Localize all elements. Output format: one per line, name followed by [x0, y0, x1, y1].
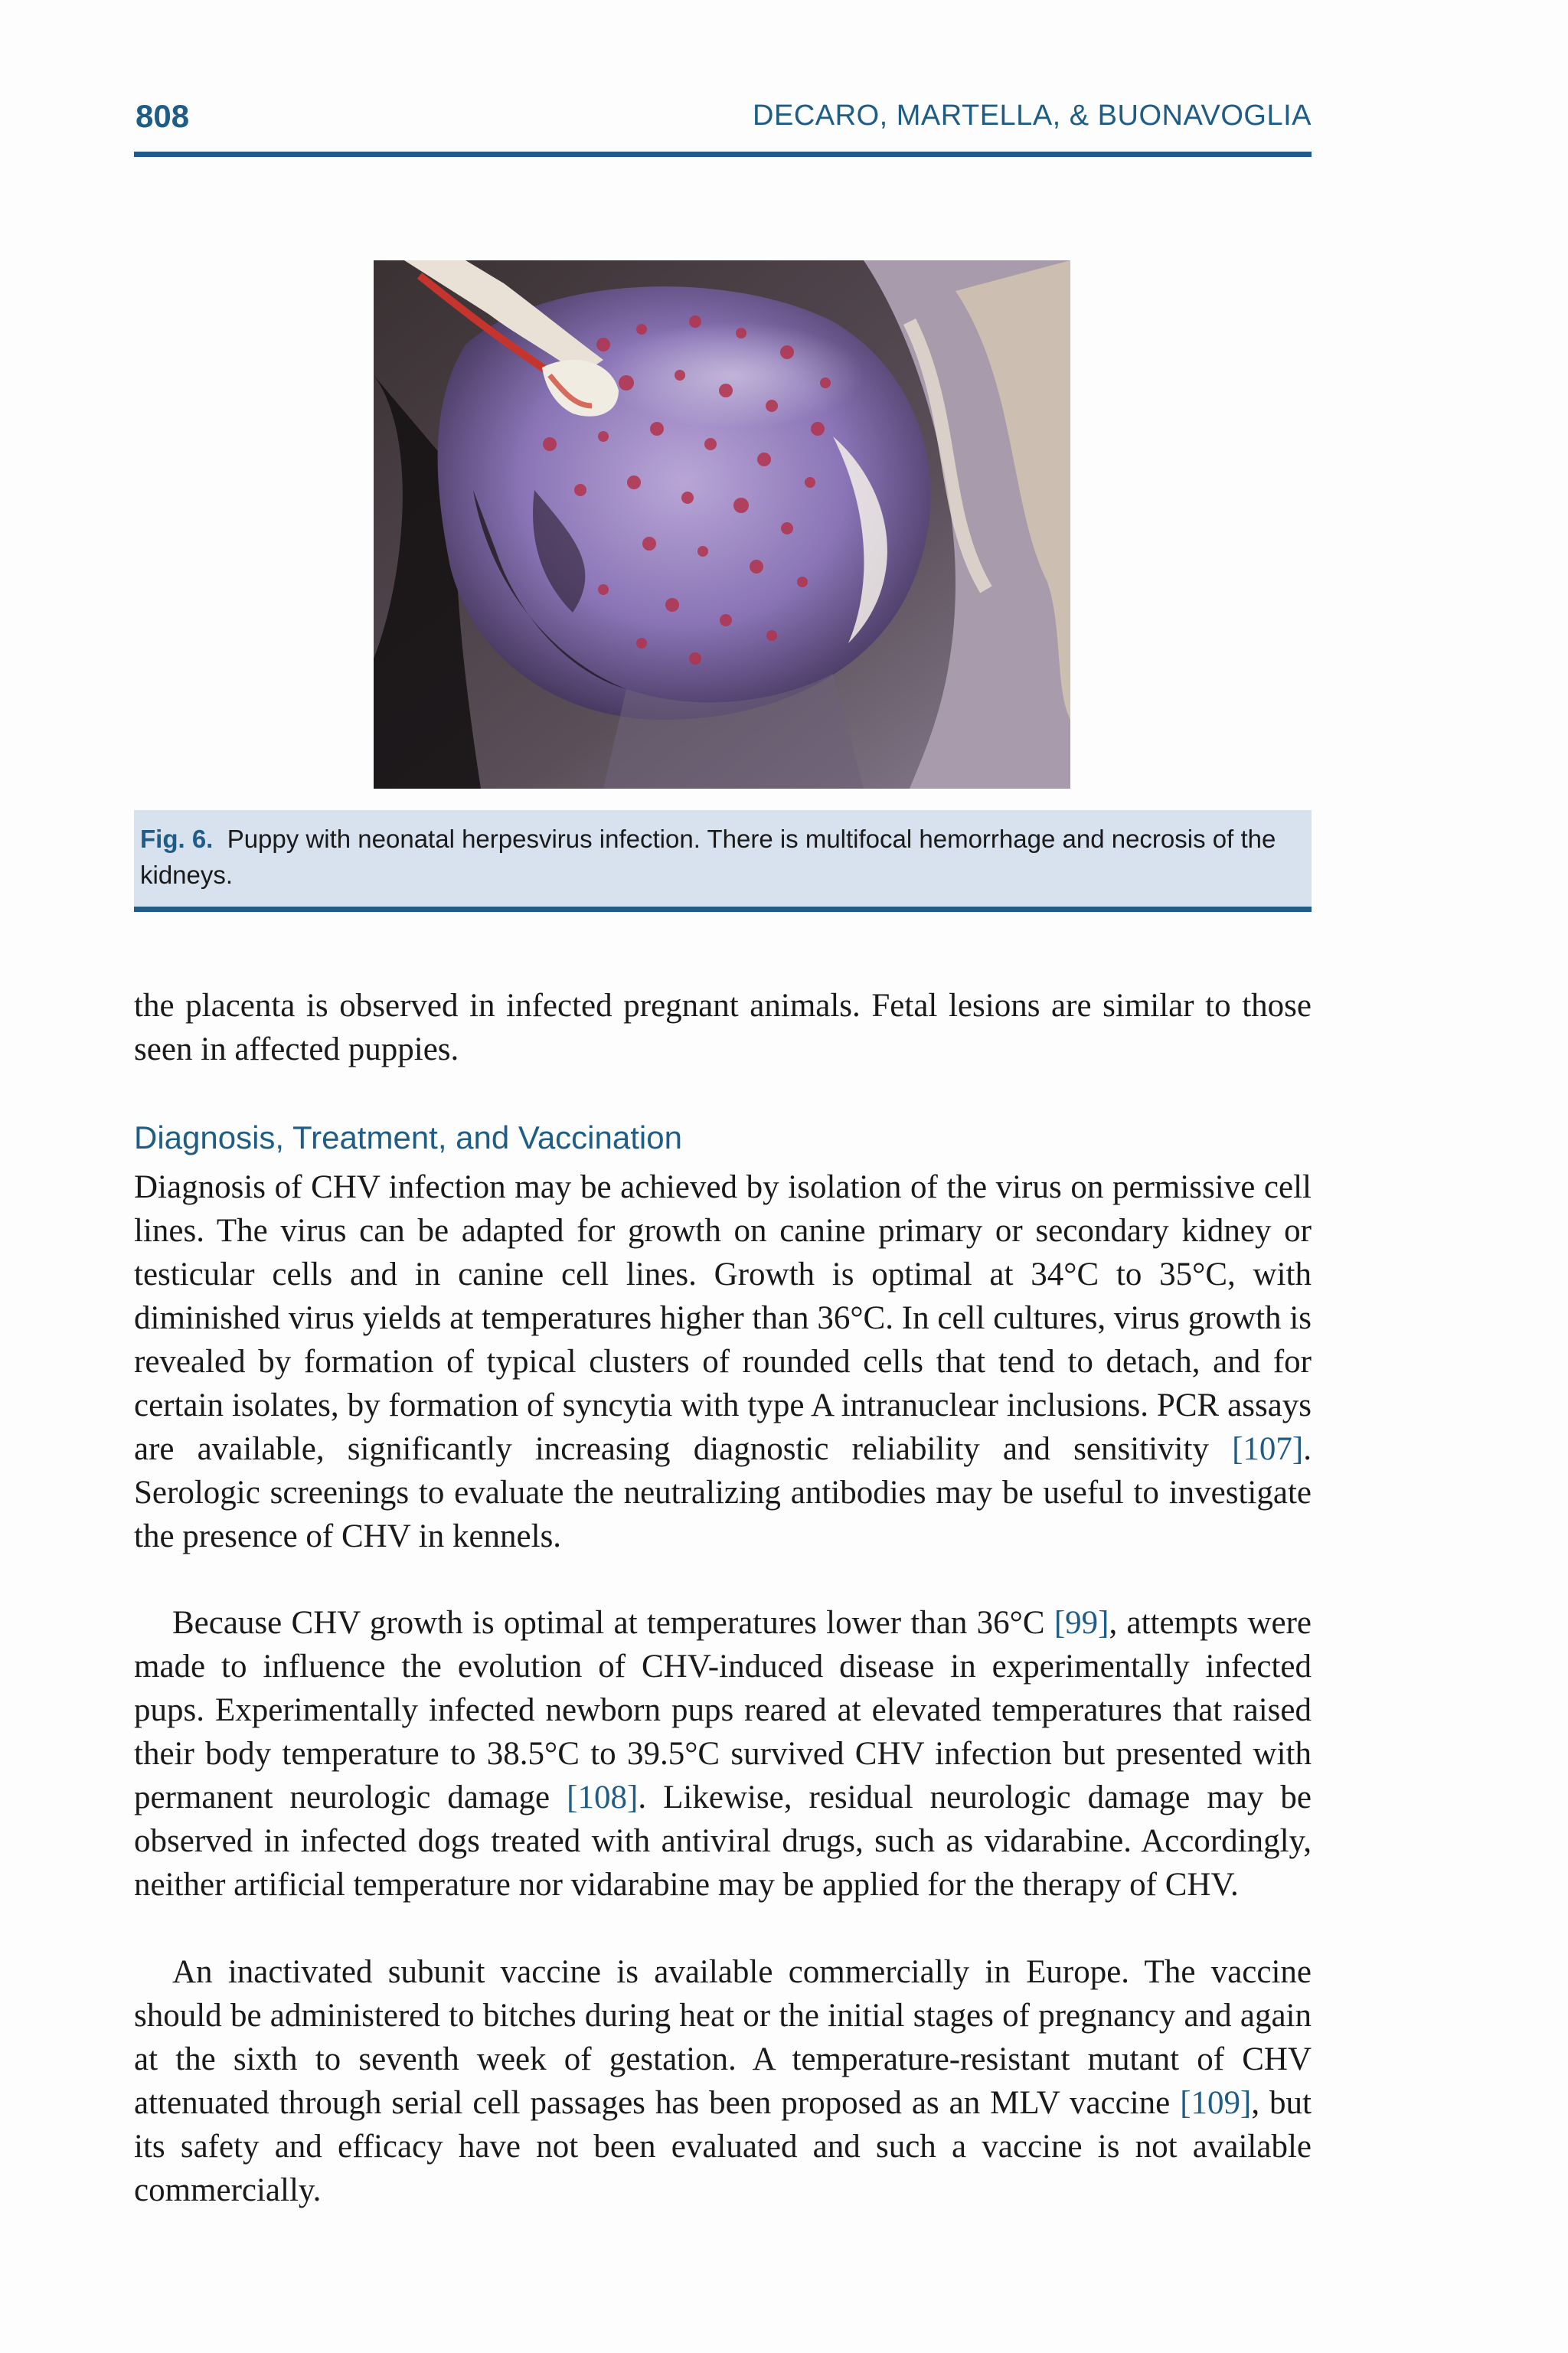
- figure-label: Fig. 6.: [140, 825, 214, 853]
- citation-link[interactable]: [109]: [1180, 2085, 1252, 2121]
- paragraph-diagnosis: [134, 1165, 1312, 1558]
- running-head: DECARO, MARTELLA, & BUONAVOGLIA: [753, 100, 1312, 132]
- page-number: 808: [136, 98, 190, 134]
- header-rule: [134, 152, 1312, 157]
- paragraph-text: An inactivated subunit vaccine is available commercially in Europe. The vaccine should be administered to bitches during heat or the initial stages of pregnancy and again at the sixth to seventh week of gestation. A temperature-resistant mutant of CHV attenuated through serial cell passages has been proposed as an MLV vaccine: [134, 1954, 1312, 2121]
- paragraph-text: Because CHV growth is optimal at temperatures lower than 36°C: [172, 1605, 1054, 1641]
- citation-link[interactable]: [107]: [1232, 1431, 1304, 1467]
- citation-link[interactable]: [108]: [567, 1779, 639, 1815]
- intro-paragraph: the placenta is observed in infected pregnant animals. Fetal lesions are similar to those seen in affected puppies.: [134, 988, 1312, 1067]
- caption-rule: [134, 907, 1312, 912]
- kidney-photo: [374, 260, 1070, 789]
- paragraph-text: . Serologic screenings to evaluate the neutralizing antibodies may be useful to investigate the presence of CHV in kennels.: [134, 1431, 1312, 1554]
- paragraph-vaccination: [134, 1950, 1312, 2212]
- page-header: [134, 98, 1312, 142]
- citation-link[interactable]: [99]: [1054, 1605, 1109, 1641]
- paragraph-treatment: [134, 1601, 1312, 1907]
- section-heading: Diagnosis, Treatment, and Vaccination: [134, 1119, 682, 1155]
- caption-text: Puppy with neonatal herpesvirus infection. There is multifocal hemorrhage and necrosis of the kidneys.: [140, 825, 1276, 889]
- paragraph-text: , attempts were made to influence the evolution of CHV-induced disease in experimentally infected pups. Experimentally infected newborn pups reared at elevated temperatures that raised their body temperature to 38.5°C to 39.5°C survived CHV infection but presented with permanent neurologic damage: [134, 1605, 1312, 1815]
- paragraph-text: , but its safety and efficacy have not been evaluated and such a vaccine is not available commercially.: [134, 2085, 1312, 2208]
- figure-photo: [374, 260, 1070, 789]
- paragraph-text: . Likewise, residual neurologic damage may be observed in infected dogs treated with antiviral drugs, such as vidarabine. Accordingly, neither artificial temperature nor vidarabine may be applied for the therapy of CHV.: [134, 1779, 1312, 1903]
- paragraph-text: Diagnosis of CHV infection may be achieved by isolation of the virus on permissive cell lines. The virus can be adapted for growth on canine primary or secondary kidney or testicular cells and in canine cell lines. Growth is optimal at 34°C to 35°C, with diminished virus yields at temperatures higher than 36°C. In cell cultures, virus growth is revealed by formation of typical clusters of rounded cells that tend to detach, and for certain isolates, by formation of syncytia with type A intranuclear inclusions. PCR assays are available, significantly increasing diagnostic reliability and sensitivity: [134, 1169, 1312, 1467]
- figure-caption: [134, 810, 1312, 907]
